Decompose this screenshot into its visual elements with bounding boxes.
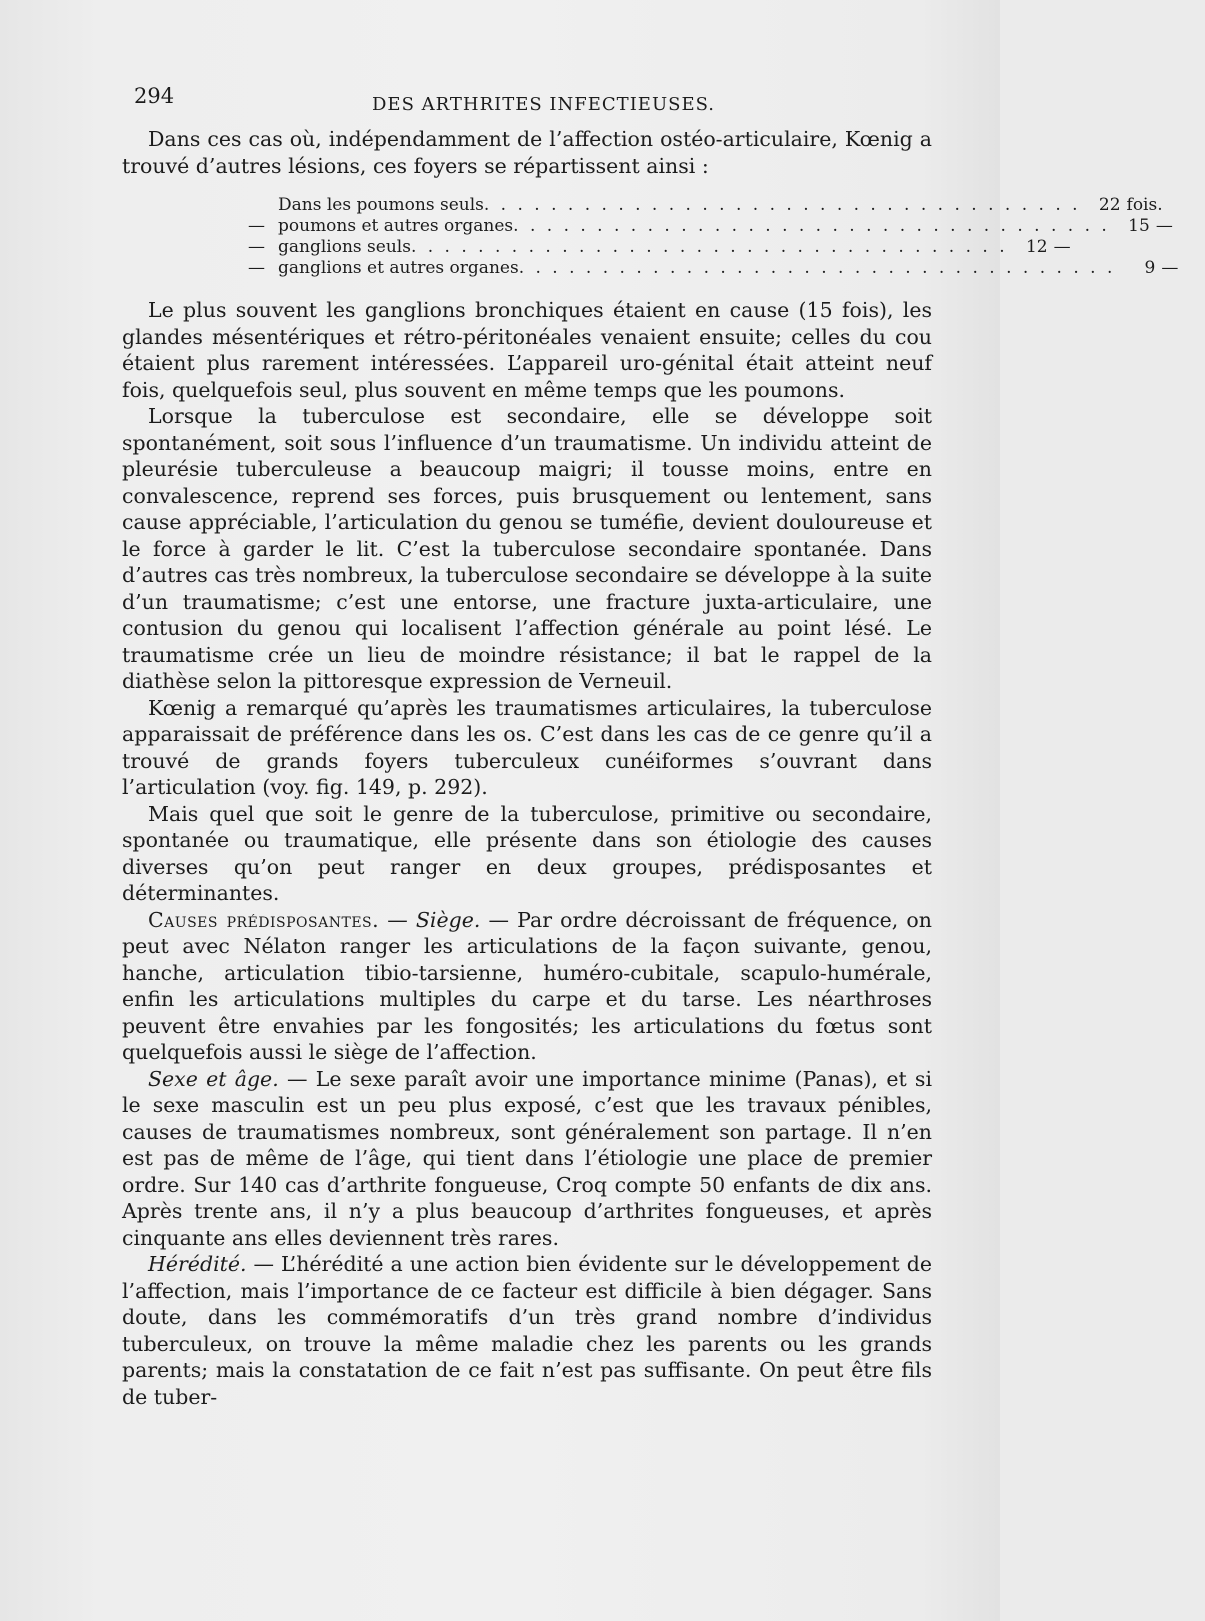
separator-dash: — — [379, 907, 416, 932]
paragraph-body: L’hérédité a une action bien évidente sur le développement de l’affection, mais l’importance de ce facteur est difficile à bien dégager. Sans doute, dans les commémoratifs d’un très grand nombre d’individus tuberculeux, on trouve la même maladie chez les parents ou les grands parents; mais la constatation de ce fait n’est pas suffisante. On peut être fils de tuber- — [122, 1252, 932, 1409]
stat-unit: fois. — [1126, 195, 1163, 215]
leader-dots: . . . . . . . . . . . . . . . . . . . . . . . . . . . . . . . . . . . . — [513, 216, 1110, 236]
paragraph-causes: Mais quel que soit le genre de la tuberculose, primitive ou secondaire, spontanée ou traumatique, elle présente dans son étiologie des causes diverses qu’on peut ranger en deux groupes, prédisposantes et déterminantes. — [122, 801, 932, 905]
stat-row — [248, 216, 1173, 237]
ditto-dash: — — [248, 258, 265, 278]
statistics-table — [248, 195, 1179, 279]
paragraph-koenig: Kœnig a remarqué qu’après les traumatismes articulaires, la tuberculose apparaissait de préférence dans les os. C’est dans les cas de ce genre qu’il a trouvé de grands foyers tuberculeux cunéiformes s’ouvrant dans l’articulation (voy. fig. 149, p. 292). — [122, 695, 932, 799]
stat-unit: — — [1053, 237, 1071, 257]
separator-dash: — — [278, 1066, 316, 1091]
separator-dash: — — [480, 907, 518, 932]
stat-label: ganglions seuls — [278, 237, 411, 257]
leader-dots: . . . . . . . . . . . . . . . . . . . . . . . . . . . . . . . . . . . . — [483, 195, 1081, 215]
subsection-heading-siege: Siège. — [415, 907, 481, 932]
stat-unit: — — [1161, 258, 1179, 278]
section-heading: Causes prédisposantes. — [148, 907, 380, 932]
stat-label: ganglions et autres organes — [278, 258, 519, 278]
stat-row — [248, 258, 1179, 279]
paragraph-tuberculose-secondaire: Lorsque la tuberculose est secondaire, elle se développe soit spontanément, soit sous l’influence d’un traumatisme. Un individu atteint de pleurésie tuberculeuse a beaucoup maigri; il tousse moins, entre en convalescence, reprend ses forces, puis brusquement ou lentement, sans cause appréciable, l’articulation du genou se tuméfie, devient douloureuse et le force à garder le lit. C’est la tuberculose secondaire spontanée. Dans d’autres cas très nombreux, la tuberculose secondaire se développe à la suite d’un traumatisme; c’est une entorse, une fracture juxta-articulaire, une contusion du genou qui localisent l’affection générale au point lésé. Le traumatisme crée un lieu de moindre résistance; il bat le rappel de la diathèse selon la pittoresque expression de Verneuil. — [122, 404, 932, 693]
stat-count: 9 — [1144, 258, 1156, 278]
paragraph-body: Par ordre décroissant de fréquence, on peut avec Nélaton ranger les articulations de la façon suivante, genou, hanche, articulation tibio-tarsienne, huméro-cubitale, scapulo-humérale, enfin les articulations multiples du carpe et du tarse. Les néarthroses peuvent être envahies par les fongosités; les articulations du fœtus sont quelquefois aussi le siège de l’affection. — [122, 907, 932, 1064]
separator-dash: — — [246, 1252, 281, 1276]
paragraph-heredite — [122, 1251, 932, 1410]
leader-dots: . . . . . . . . . . . . . . . . . . . . . . . . . . . . . . . . . . . . — [410, 237, 1008, 257]
stat-count: 15 — [1128, 216, 1150, 236]
paragraph-causes-predisposantes — [122, 907, 932, 1066]
stat-row — [248, 237, 1071, 258]
page-number: 294 — [134, 84, 175, 108]
stat-count: 22 — [1098, 195, 1121, 215]
ditto-dash: — — [248, 216, 265, 236]
paragraph-sexe-age — [122, 1066, 932, 1252]
stat-count: 12 — [1025, 237, 1048, 257]
stat-label: poumons et autres organes — [278, 216, 514, 236]
page-header — [134, 84, 924, 120]
leader-dots: . . . . . . . . . . . . . . . . . . . . . . . . . . . . . . . . . . . . — [518, 258, 1116, 278]
paragraph-intro: Dans ces cas où, indépendamment de l’affection ostéo-articulaire, Kœnig a trouvé d’autres lésions, ces foyers se répartissent ainsi : — [122, 127, 932, 178]
ditto-dash: — — [248, 237, 265, 257]
paragraph-ganglions: Le plus souvent les ganglions bronchiques étaient en cause (15 fois), les glandes mésentériques et rétro-péritonéales venaient ensuite; celles du cou étaient plus rarement intéressées. L’appareil uro-génital était atteint neuf fois, quelquefois seul, plus souvent en même temps que les poumons. — [122, 298, 932, 402]
subsection-heading-heredite: Hérédité. — [148, 1252, 247, 1276]
paragraph-body: Le sexe paraît avoir une importance minime (Panas), et si le sexe masculin est un peu plus exposé, c’est que les travaux pénibles, causes de traumatismes nombreux, sont généralement son partage. Il n’en est pas de même de l’âge, qui tient dans l’étiologie une place de premier ordre. Sur 140 cas d’arthrite fongueuse, Croq compte 50 enfants de dix ans. Après trente ans, il n’y a plus beaucoup d’arthrites fongueuses, et après cinquante ans elles deviennent très rares. — [122, 1066, 933, 1250]
stat-label: Dans les poumons seuls — [278, 195, 484, 215]
stat-row — [248, 195, 1163, 216]
body-text — [122, 126, 1179, 1410]
subsection-heading-sexe-age: Sexe et âge. — [148, 1066, 279, 1091]
stat-unit: — — [1155, 216, 1173, 236]
running-title: DES ARTHRITES INFECTIEUSES. — [372, 94, 715, 115]
